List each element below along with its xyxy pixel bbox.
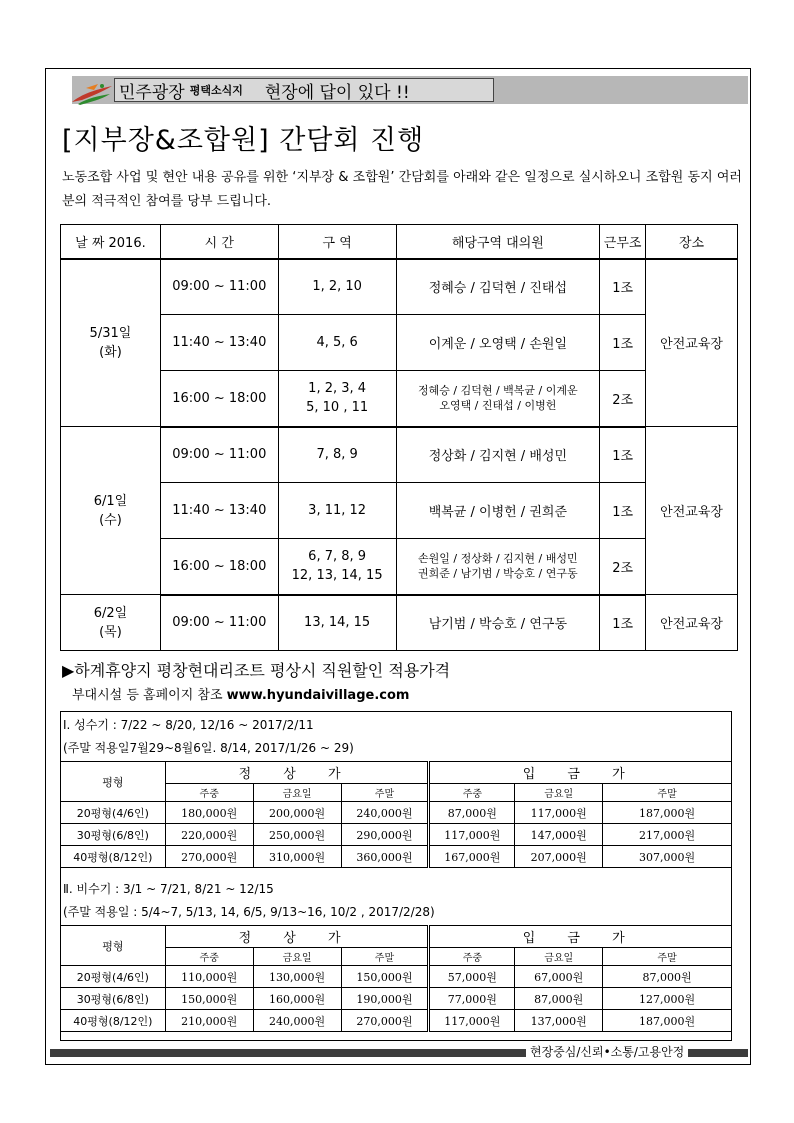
table-row bbox=[61, 315, 738, 371]
price-cell: 250,000원 bbox=[253, 824, 341, 846]
table-row bbox=[61, 259, 738, 315]
date-cell: 6/1일 (수) bbox=[61, 427, 161, 595]
table-row bbox=[61, 966, 732, 988]
time-cell: 16:00 ~ 18:00 bbox=[160, 371, 278, 427]
price-cell: 87,000원 bbox=[603, 966, 732, 988]
sub-header: 금요일 bbox=[515, 784, 603, 802]
price-cell: 217,000원 bbox=[603, 824, 732, 846]
room-type: 20평형(4/6인) bbox=[61, 966, 166, 988]
sub-header: 주말 bbox=[341, 948, 429, 966]
resort-title: ▶하계휴양지 평창현대리조트 평상시 직원할인 적용가격 bbox=[62, 661, 451, 680]
season2-line1: Ⅱ. 비수기 : 3/1 ~ 7/21, 8/21 ~ 12/15 bbox=[63, 882, 274, 896]
price-cell: 150,000원 bbox=[165, 988, 253, 1010]
table-row bbox=[61, 539, 738, 595]
bird-logo-icon bbox=[68, 80, 114, 106]
shift-cell: 2조 bbox=[600, 371, 646, 427]
col-place: 장소 bbox=[646, 225, 738, 259]
header-name: 민주광장 bbox=[119, 82, 185, 103]
time-cell: 09:00 ~ 11:00 bbox=[160, 259, 278, 315]
deposit-header: 입 금 가 bbox=[429, 926, 732, 948]
time-cell: 09:00 ~ 11:00 bbox=[160, 427, 278, 483]
price-cell: 200,000원 bbox=[253, 802, 341, 824]
price-cell: 57,000원 bbox=[429, 966, 515, 988]
room-type: 20평형(4/6인) bbox=[61, 802, 166, 824]
price-cell: 207,000원 bbox=[515, 846, 603, 868]
zone-cell: 4, 5, 6 bbox=[278, 315, 396, 371]
time-cell: 11:40 ~ 13:40 bbox=[160, 483, 278, 539]
price-cell: 167,000원 bbox=[429, 846, 515, 868]
price-cell: 130,000원 bbox=[253, 966, 341, 988]
price-cell: 187,000원 bbox=[603, 1010, 732, 1032]
shift-cell: 1조 bbox=[600, 595, 646, 651]
zone-cell: 1, 2, 3, 4 5, 10 , 11 bbox=[278, 371, 396, 427]
table-row bbox=[61, 824, 732, 846]
col-time: 시 간 bbox=[160, 225, 278, 259]
place-cell: 안전교육장 bbox=[646, 427, 738, 595]
sub-header: 금요일 bbox=[253, 948, 341, 966]
sub-header: 주중 bbox=[429, 784, 515, 802]
room-type: 40평형(8/12인) bbox=[61, 1010, 166, 1032]
season1-line1: Ⅰ. 성수기 : 7/22 ~ 8/20, 12/16 ~ 2017/2/11 bbox=[63, 718, 314, 732]
reps-cell: 남기범 / 박승호 / 연구동 bbox=[396, 595, 600, 651]
time-cell: 11:40 ~ 13:40 bbox=[160, 315, 278, 371]
zone-cell: 6, 7, 8, 9 12, 13, 14, 15 bbox=[278, 539, 396, 595]
price-cell: 67,000원 bbox=[515, 966, 603, 988]
zone-cell: 1, 2, 10 bbox=[278, 259, 396, 315]
time-cell: 09:00 ~ 11:00 bbox=[160, 595, 278, 651]
price-cell: 117,000원 bbox=[429, 1010, 515, 1032]
place-cell: 안전교육장 bbox=[646, 595, 738, 651]
season1-line2: (주말 적용일7월29~8월6일. 8/14, 2017/1/26 ~ 29) bbox=[63, 741, 354, 755]
shift-cell: 2조 bbox=[600, 539, 646, 595]
regular-header: 정 상 가 bbox=[165, 926, 429, 948]
table-row bbox=[61, 1010, 732, 1032]
room-type: 30평형(6/8인) bbox=[61, 988, 166, 1010]
room-type: 40평형(8/12인) bbox=[61, 846, 166, 868]
price-cell: 147,000원 bbox=[515, 824, 603, 846]
sub-header: 금요일 bbox=[515, 948, 603, 966]
col-zone: 구 역 bbox=[278, 225, 396, 259]
zone-cell: 3, 11, 12 bbox=[278, 483, 396, 539]
shift-cell: 1조 bbox=[600, 315, 646, 371]
price-cell: 220,000원 bbox=[165, 824, 253, 846]
type-header: 평형 bbox=[61, 762, 166, 802]
newsletter-header bbox=[114, 78, 494, 102]
room-type: 30평형(6/8인) bbox=[61, 824, 166, 846]
reps-cell: 정상화 / 김지현 / 배성민 bbox=[396, 427, 600, 483]
table-row bbox=[61, 371, 738, 427]
sub-header: 금요일 bbox=[253, 784, 341, 802]
price-cell: 360,000원 bbox=[341, 846, 429, 868]
table-row bbox=[61, 595, 738, 651]
price-cell: 87,000원 bbox=[515, 988, 603, 1010]
reps-cell: 정혜승 / 김덕현 / 진태섭 bbox=[396, 259, 600, 315]
price-cell: 87,000원 bbox=[429, 802, 515, 824]
intro-text: 노동조합 사업 및 현안 내용 공유를 위한 ‘지부장 & 조합원’ 간담회를 아래와 같은 일정으로 실시하오니 조합원 동지 여러분의 적극적인 참여를 당부 드립니다. bbox=[62, 170, 742, 209]
price-cell: 117,000원 bbox=[515, 802, 603, 824]
price-cell: 110,000원 bbox=[165, 966, 253, 988]
table-row bbox=[61, 988, 732, 1010]
resort-note: 부대시설 등 홈페이지 참조 www.hyundaivillage.com bbox=[72, 688, 410, 703]
offpeak-price-table bbox=[60, 925, 732, 1032]
footer-slogan: 현장중심/신뢰•소통/고용안정 bbox=[526, 1043, 688, 1060]
price-cell: 150,000원 bbox=[341, 966, 429, 988]
sub-header: 주중 bbox=[165, 784, 253, 802]
price-cell: 160,000원 bbox=[253, 988, 341, 1010]
price-cell: 137,000원 bbox=[515, 1010, 603, 1032]
sub-header: 주말 bbox=[341, 784, 429, 802]
reps-cell: 손원일 / 정상화 / 김지현 / 배성민 권희준 / 남기범 / 박승호 / 연구동 bbox=[396, 539, 600, 595]
price-cell: 117,000원 bbox=[429, 824, 515, 846]
season2-line2: (주말 적용일 : 5/4~7, 5/13, 14, 6/5, 9/13~16, 10/2 , 2017/2/28) bbox=[63, 905, 435, 919]
shift-cell: 1조 bbox=[600, 259, 646, 315]
peak-price-table bbox=[60, 761, 732, 868]
zone-cell: 13, 14, 15 bbox=[278, 595, 396, 651]
price-cell: 187,000원 bbox=[603, 802, 732, 824]
price-cell: 270,000원 bbox=[341, 1010, 429, 1032]
sub-header: 주말 bbox=[603, 784, 732, 802]
price-cell: 307,000원 bbox=[603, 846, 732, 868]
price-cell: 240,000원 bbox=[253, 1010, 341, 1032]
resort-url-link[interactable]: www.hyundaivillage.com bbox=[226, 688, 410, 703]
price-cell: 240,000원 bbox=[341, 802, 429, 824]
time-cell: 16:00 ~ 18:00 bbox=[160, 539, 278, 595]
price-cell: 270,000원 bbox=[165, 846, 253, 868]
col-date: 날 짜 2016. bbox=[61, 225, 161, 259]
type-header: 평형 bbox=[61, 926, 166, 966]
price-cell: 190,000원 bbox=[341, 988, 429, 1010]
price-cell: 77,000원 bbox=[429, 988, 515, 1010]
regular-header: 정 상 가 bbox=[165, 762, 429, 784]
col-reps: 해당구역 대의원 bbox=[396, 225, 600, 259]
table-row bbox=[61, 427, 738, 483]
zone-cell: 7, 8, 9 bbox=[278, 427, 396, 483]
schedule-table bbox=[60, 224, 738, 651]
price-cell: 290,000원 bbox=[341, 824, 429, 846]
header-slogan: 현장에 답이 있다 !! bbox=[264, 82, 410, 103]
price-cell: 310,000원 bbox=[253, 846, 341, 868]
sub-header: 주말 bbox=[603, 948, 732, 966]
table-row bbox=[61, 802, 732, 824]
sub-header: 주중 bbox=[429, 948, 515, 966]
place-cell: 안전교육장 bbox=[646, 259, 738, 427]
reps-cell: 이계운 / 오영택 / 손원일 bbox=[396, 315, 600, 371]
table-row bbox=[61, 483, 738, 539]
shift-cell: 1조 bbox=[600, 483, 646, 539]
schedule-header-row bbox=[61, 225, 738, 259]
price-cell: 210,000원 bbox=[165, 1010, 253, 1032]
table-row bbox=[61, 846, 732, 868]
date-cell: 5/31일 (화) bbox=[61, 259, 161, 427]
deposit-header: 입 금 가 bbox=[429, 762, 732, 784]
price-cell: 127,000원 bbox=[603, 988, 732, 1010]
shift-cell: 1조 bbox=[600, 427, 646, 483]
price-cell: 180,000원 bbox=[165, 802, 253, 824]
sub-header: 주중 bbox=[165, 948, 253, 966]
reps-cell: 백복균 / 이병헌 / 권희준 bbox=[396, 483, 600, 539]
page-title: [지부장&조합원] 간담회 진행 bbox=[62, 125, 425, 156]
col-shift: 근무조 bbox=[600, 225, 646, 259]
date-cell: 6/2일 (목) bbox=[61, 595, 161, 651]
reps-cell: 정혜승 / 김덕현 / 백복균 / 이계운 오영택 / 진태섭 / 이병헌 bbox=[396, 371, 600, 427]
header-sub: 평택소식지 bbox=[189, 84, 243, 97]
